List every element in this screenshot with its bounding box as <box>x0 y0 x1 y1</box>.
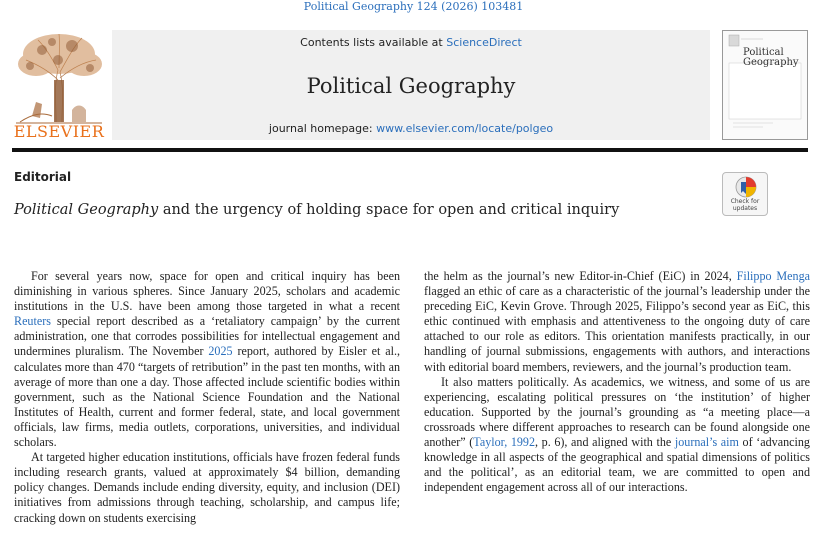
text-run: the helm as the journal’s new Editor-in-Chief (EiC) in 2024, <box>424 269 737 283</box>
elsevier-tree-logo <box>12 30 106 126</box>
homepage-line <box>112 122 710 135</box>
homepage-prefix: journal homepage: <box>268 122 377 135</box>
paragraph <box>14 269 400 450</box>
publisher-name: ELSEVIER <box>13 122 105 141</box>
article-title-journal: Political Geography <box>14 202 159 218</box>
badge-line2: updates <box>732 205 758 212</box>
journal-reference[interactable]: Political Geography 124 (2026) 103481 <box>303 0 524 13</box>
sciencedirect-link[interactable]: ScienceDirect <box>446 36 522 49</box>
contents-line <box>112 36 710 49</box>
contents-prefix: Contents lists available at <box>300 36 447 49</box>
body-column-left <box>14 269 400 526</box>
taylor-1992-link[interactable]: Taylor, 1992 <box>473 435 536 450</box>
badge-line1: Check for <box>730 198 760 205</box>
filippo-menga-link[interactable]: Filippo Menga <box>736 269 810 283</box>
citation-2025-link[interactable]: 2025 <box>208 344 233 359</box>
paragraph <box>424 375 810 496</box>
journal-masthead <box>112 30 710 140</box>
article-title-rest: and the urgency of holding space for open and critical inquiry <box>158 202 620 218</box>
journal-title: Political Geography <box>306 74 516 98</box>
journal-cover-thumbnail[interactable] <box>722 30 808 140</box>
journal-homepage-link[interactable]: www.elsevier.com/locate/polgeo <box>376 122 554 135</box>
text-run: of ‘advancing knowledge in all aspects of the geographical and spatial dimensions of politics and the political’, as an editorial team, we are committed to open and independent engagement across all of our interactions. <box>424 435 810 495</box>
body-column-right <box>424 269 810 495</box>
paragraph <box>424 269 810 375</box>
cover-title <box>743 48 799 68</box>
elsevier-logo[interactable] <box>12 30 106 142</box>
text-run: It also matters politically. As academics, we witness, and some of us are experiencing, escalating political pressures on ‘the institution’ of higher education. Supported by the journal’s grounding as “a meeting place—a crossroads where different approaches to research can be found alongside one another” ( <box>424 374 810 450</box>
journal-aim-link[interactable]: journal’s aim <box>674 435 739 450</box>
text-run: report, authored by Eisler et al., calculates more than 470 “targets of retribution” in the past ten months, with an average of more than one a day. Those affected include scientific bodies within government, such as the National Science Foundation and the National Institutes of Health, current and former federal, state, and local government officials, law firms, media outlets, corporations, universities, and individual scholars. <box>14 344 400 450</box>
cover-title-line2: Geography <box>743 57 799 68</box>
check-for-updates-label <box>723 198 767 212</box>
check-for-updates-button[interactable] <box>722 172 768 216</box>
check-for-updates-icon <box>734 175 758 199</box>
text-run: flagged an ethic of care as a characteristic of the journal’s leadership under the preceding EiC, Kevin Grove. Through 2025, Filippo’s second year as EiC, this ethic continued with emphasis and attentiveness to the ongoing duty of care attached to our role as editors. This orientation manifests practically, in our handling of journal submissions, engagements with authors, and interactions with editorial board members, reviewers, and the journal’s production team. <box>424 284 810 374</box>
text-run: , p. 6), and aligned with the <box>535 435 675 450</box>
text-run: special report described as a ‘retaliatory campaign’ by the current administration, one that corrodes possibilities for intellectual engagement and undermines pluralism. The November <box>14 314 400 359</box>
article-title <box>14 202 619 218</box>
header-rule <box>12 148 808 152</box>
reuters-link[interactable]: Reuters <box>14 314 51 329</box>
text-run: For several years now, space for open and critical inquiry has been diminishing in various spheres. Since January 2025, scholars and academic institutions in the U.S. have been among those targeted in what a recent <box>14 269 400 314</box>
cover-title-line1: Political <box>743 47 784 58</box>
paragraph: At targeted higher education institutions, officials have frozen federal funds including research grants, valued at approximately $4 billion, demanding policy changes. Demands include ending diversity, equity, and inclusion (DEI) initiatives from admissions through teaching, scholarship, and campus life; cracking down on students exercising <box>14 450 400 525</box>
article-type: Editorial <box>14 170 72 184</box>
